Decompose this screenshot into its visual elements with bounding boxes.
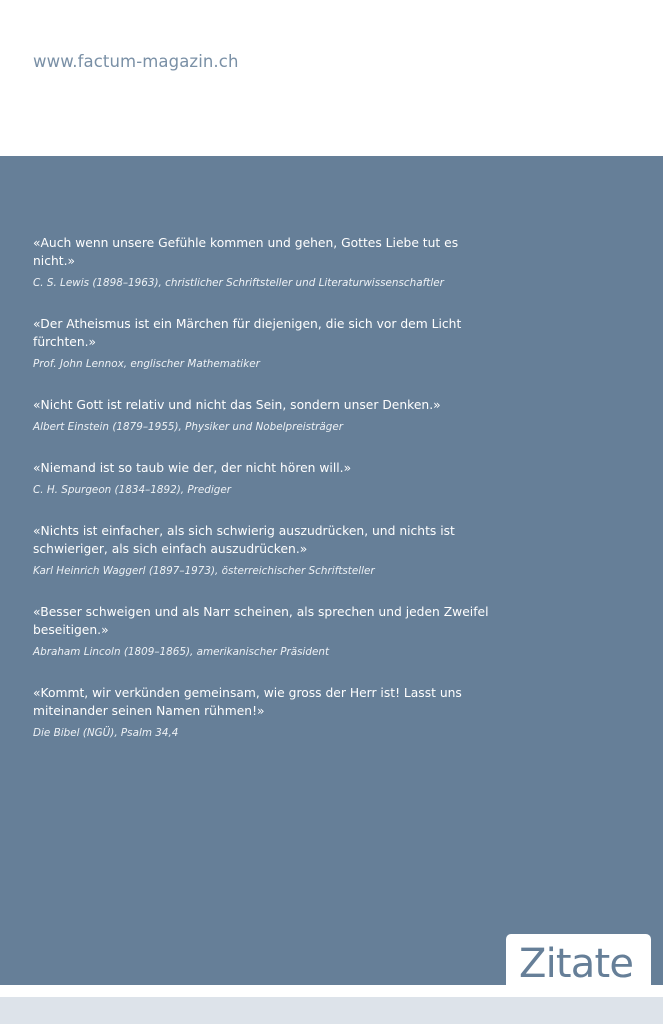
quote-item [33,459,503,497]
quote-item [33,603,503,659]
quote-author: Prof. John Lennox, englischer Mathematiker [33,358,260,370]
quote-author: C. H. Spurgeon (1834–1892), Prediger [33,484,232,496]
quote-text: «Niemand ist so taub wie der, der nicht hören will.» [33,461,352,475]
website-url[interactable]: www.factum-magazin.ch [33,52,239,71]
quote-author: C. S. Lewis (1898–1963), christlicher Schriftsteller und Literaturwissenschaftler [33,277,444,289]
quote-text: «Der Atheismus ist ein Märchen für diejenigen, die sich vor dem Licht fürchten.» [33,317,462,349]
quote-item [33,315,503,371]
bottom-strip [0,997,663,1024]
quote-author: Die Bibel (NGÜ), Psalm 34,4 [33,727,179,739]
quote-item [33,684,503,740]
quote-text: «Nichts ist einfacher, als sich schwierig auszudrücken, und nichts ist schwieriger, als sich einfach auszudrücken.» [33,524,455,556]
quote-text: «Kommt, wir verkünden gemeinsam, wie gross der Herr ist! Lasst uns miteinander seinen Namen rühmen!» [33,686,462,718]
quote-author: Abraham Lincoln (1809–1865), amerikanischer Präsident [33,646,330,658]
quote-text: «Nicht Gott ist relativ und nicht das Sein, sondern unser Denken.» [33,398,441,412]
quote-text: «Auch wenn unsere Gefühle kommen und gehen, Gottes Liebe tut es nicht.» [33,236,459,268]
quote-author: Albert Einstein (1879–1955), Physiker und Nobelpreisträger [33,421,344,433]
quote-author: Karl Heinrich Waggerl (1897–1973), österreichischer Schriftsteller [33,565,375,577]
quote-text: «Besser schweigen und als Narr scheinen, als sprechen und jeden Zweifel beseitigen.» [33,605,489,637]
section-tab [506,934,651,985]
quote-item [33,522,503,578]
quote-item [33,234,503,290]
section-title: Zitate [519,941,634,987]
quote-item [33,396,503,434]
quotes-list [33,234,503,765]
